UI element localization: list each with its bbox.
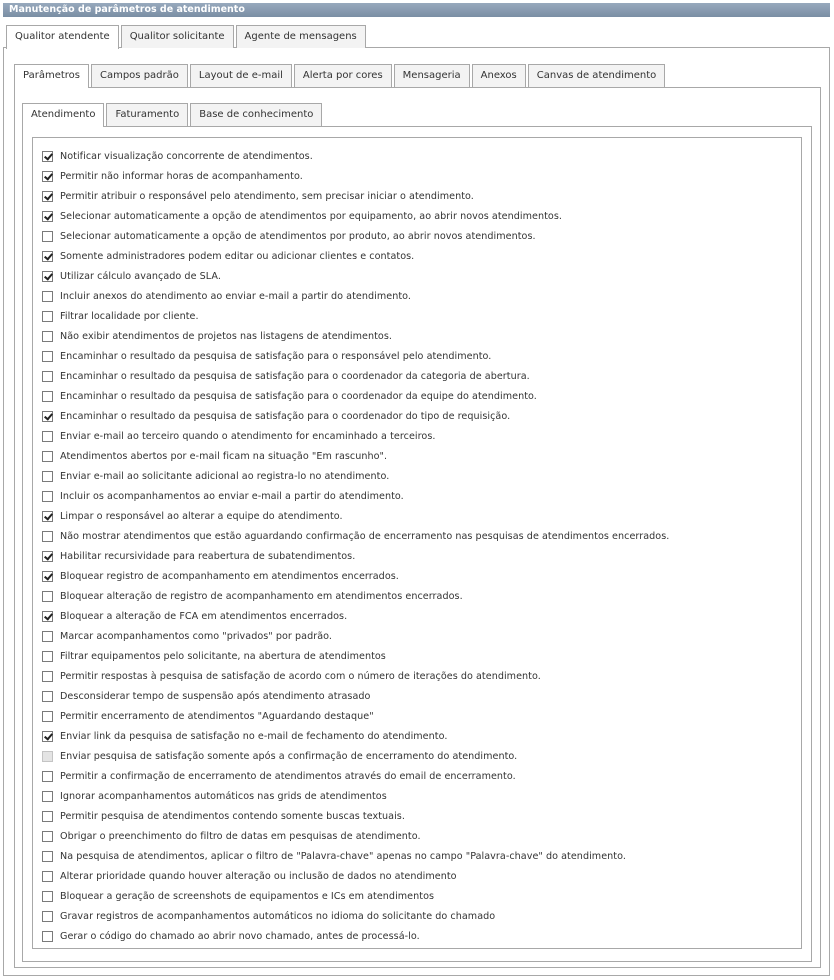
option-checkbox[interactable] xyxy=(42,871,53,882)
option-label: Selecionar automaticamente a opção de atendimentos por produto, ao abrir novos atendimentos. xyxy=(60,230,536,242)
option-label: Não exibir atendimentos de projetos nas listagens de atendimentos. xyxy=(60,330,392,342)
option-label: Permitir respostas à pesquisa de satisfação de acordo com o número de iterações do atendimento. xyxy=(60,670,541,682)
option-label: Permitir a confirmação de encerramento de atendimentos através do email de encerramento. xyxy=(60,770,516,782)
option-checkbox[interactable] xyxy=(42,551,53,562)
option-row[interactable] xyxy=(42,346,792,366)
option-checkbox[interactable] xyxy=(42,711,53,722)
option-checkbox[interactable] xyxy=(42,171,53,182)
option-row[interactable] xyxy=(42,546,792,566)
option-row[interactable] xyxy=(42,626,792,646)
option-checkbox[interactable] xyxy=(42,851,53,862)
option-row[interactable] xyxy=(42,586,792,606)
option-row[interactable] xyxy=(42,206,792,226)
option-row[interactable] xyxy=(42,166,792,186)
option-row[interactable] xyxy=(42,326,792,346)
tab-qualitor-solicitante[interactable]: Qualitor solicitante xyxy=(121,25,234,48)
option-label: Permitir pesquisa de atendimentos contendo somente buscas textuais. xyxy=(60,810,405,822)
option-checkbox[interactable] xyxy=(42,251,53,262)
option-label: Habilitar recursividade para reabertura de subatendimentos. xyxy=(60,550,356,562)
section-tabs xyxy=(14,64,667,88)
option-label: Permitir não informar horas de acompanhamento. xyxy=(60,170,303,182)
option-label: Enviar e-mail ao terceiro quando o atendimento for encaminhado a terceiros. xyxy=(60,430,436,442)
option-row[interactable] xyxy=(42,666,792,686)
option-row[interactable] xyxy=(42,806,792,826)
option-label: Encaminhar o resultado da pesquisa de satisfação para o coordenador do tipo de requisição. xyxy=(60,410,511,422)
option-checkbox[interactable] xyxy=(42,931,53,942)
option-label: Filtrar equipamentos pelo solicitante, na abertura de atendimentos xyxy=(60,650,386,662)
option-row[interactable] xyxy=(42,786,792,806)
option-checkbox xyxy=(42,751,53,762)
option-label: Não mostrar atendimentos que estão aguardando confirmação de encerramento nas pesquisas de atendimentos encerrados. xyxy=(60,530,670,542)
tab-campos-padrao[interactable]: Campos padrão xyxy=(91,64,188,87)
sub-tabs xyxy=(22,103,324,127)
option-label: Gravar registros de acompanhamentos automáticos no idioma do solicitante do chamado xyxy=(60,910,496,922)
option-label: Atendimentos abertos por e-mail ficam na situação "Em rascunho". xyxy=(60,450,388,462)
tab-parametros[interactable]: Parâmetros xyxy=(14,64,89,88)
option-label: Enviar pesquisa de satisfação somente após a confirmação de encerramento do atendimento. xyxy=(60,750,518,762)
option-checkbox[interactable] xyxy=(42,911,53,922)
option-checkbox[interactable] xyxy=(42,571,53,582)
option-checkbox[interactable] xyxy=(42,631,53,642)
option-row[interactable] xyxy=(42,706,792,726)
option-checkbox[interactable] xyxy=(42,271,53,282)
option-row[interactable] xyxy=(42,526,792,546)
option-row[interactable] xyxy=(42,746,792,766)
option-row[interactable] xyxy=(42,406,792,426)
option-label: Limpar o responsável ao alterar a equipe do atendimento. xyxy=(60,510,343,522)
option-label: Permitir encerramento de atendimentos "Aguardando destaque" xyxy=(60,710,374,722)
option-checkbox[interactable] xyxy=(42,831,53,842)
option-checkbox[interactable] xyxy=(42,611,53,622)
option-checkbox[interactable] xyxy=(42,311,53,322)
option-checkbox[interactable] xyxy=(42,151,53,162)
option-checkbox[interactable] xyxy=(42,431,53,442)
option-checkbox[interactable] xyxy=(42,531,53,542)
option-label: Ignorar acompanhamentos automáticos nas grids de atendimentos xyxy=(60,790,387,802)
option-label: Obrigar o preenchimento do filtro de datas em pesquisas de atendimento. xyxy=(60,830,421,842)
option-label: Enviar link da pesquisa de satisfação no e-mail de fechamento do atendimento. xyxy=(60,730,448,742)
option-checkbox[interactable] xyxy=(42,891,53,902)
option-row[interactable] xyxy=(42,686,792,706)
option-label: Somente administradores podem editar ou adicionar clientes e contatos. xyxy=(60,250,415,262)
option-row[interactable] xyxy=(42,566,792,586)
option-row[interactable] xyxy=(42,766,792,786)
option-label: Encaminhar o resultado da pesquisa de satisfação para o coordenador da categoria de abertura. xyxy=(60,370,530,382)
option-row[interactable] xyxy=(42,386,792,406)
option-checkbox[interactable] xyxy=(42,511,53,522)
option-row[interactable] xyxy=(42,306,792,326)
option-row[interactable] xyxy=(42,486,792,506)
option-row[interactable] xyxy=(42,426,792,446)
option-row[interactable] xyxy=(42,246,792,266)
option-row[interactable] xyxy=(42,846,792,866)
tab-atendimento[interactable]: Atendimento xyxy=(22,103,104,127)
option-row[interactable] xyxy=(42,366,792,386)
tab-agente-de-mensagens[interactable]: Agente de mensagens xyxy=(236,25,366,48)
window-title: Manutenção de parâmetros de atendimento xyxy=(3,3,830,17)
option-label: Incluir anexos do atendimento ao enviar e-mail a partir do atendimento. xyxy=(60,290,411,302)
tab-base-de-conhecimento[interactable]: Base de conhecimento xyxy=(190,103,322,126)
option-label: Desconsiderar tempo de suspensão após atendimento atrasado xyxy=(60,690,371,702)
option-label: Filtrar localidade por cliente. xyxy=(60,310,199,322)
tab-qualitor-atendente[interactable]: Qualitor atendente xyxy=(6,25,119,49)
option-checkbox[interactable] xyxy=(42,591,53,602)
option-row[interactable] xyxy=(42,726,792,746)
option-row[interactable] xyxy=(42,506,792,526)
option-checkbox[interactable] xyxy=(42,491,53,502)
option-checkbox[interactable] xyxy=(42,451,53,462)
option-label: Permitir atribuir o responsável pelo atendimento, sem precisar iniciar o atendimento. xyxy=(60,190,474,202)
tab-mensageria[interactable]: Mensageria xyxy=(394,64,470,87)
option-row[interactable] xyxy=(42,446,792,466)
option-label: Bloquear a geração de screenshots de equipamentos e ICs em atendimentos xyxy=(60,890,435,902)
main-tabs xyxy=(6,25,368,49)
option-row[interactable] xyxy=(42,906,792,926)
option-row[interactable] xyxy=(42,466,792,486)
option-label: Gerar o código do chamado ao abrir novo chamado, antes de processá-lo. xyxy=(60,930,420,942)
option-checkbox[interactable] xyxy=(42,231,53,242)
option-label: Selecionar automaticamente a opção de atendimentos por equipamento, ao abrir novos atendimentos. xyxy=(60,210,562,222)
tab-canvas-de-atendimento[interactable]: Canvas de atendimento xyxy=(528,64,666,87)
option-row[interactable] xyxy=(42,606,792,626)
option-checkbox[interactable] xyxy=(42,671,53,682)
option-checkbox[interactable] xyxy=(42,411,53,422)
option-label: Enviar e-mail ao solicitante adicional ao registra-lo no atendimento. xyxy=(60,470,390,482)
option-checkbox[interactable] xyxy=(42,791,53,802)
option-checkbox[interactable] xyxy=(42,191,53,202)
option-checkbox[interactable] xyxy=(42,691,53,702)
option-label: Bloquear a alteração de FCA em atendimentos encerrados. xyxy=(60,610,348,622)
tab-anexos[interactable]: Anexos xyxy=(472,64,526,87)
option-label: Na pesquisa de atendimentos, aplicar o filtro de "Palavra-chave" apenas no campo "Palavra-chave" do atendimento. xyxy=(60,850,626,862)
option-checkbox[interactable] xyxy=(42,391,53,402)
option-label: Alterar prioridade quando houver alteração ou inclusão de dados no atendimento xyxy=(60,870,457,882)
option-checkbox[interactable] xyxy=(42,351,53,362)
option-row[interactable] xyxy=(42,226,792,246)
option-row[interactable] xyxy=(42,866,792,886)
option-row[interactable] xyxy=(42,286,792,306)
option-row[interactable] xyxy=(42,646,792,666)
tab-layout-de-e-mail[interactable]: Layout de e-mail xyxy=(190,64,292,87)
option-row[interactable] xyxy=(42,886,792,906)
options-list xyxy=(42,146,792,946)
option-checkbox[interactable] xyxy=(42,371,53,382)
option-checkbox[interactable] xyxy=(42,211,53,222)
option-row[interactable] xyxy=(42,826,792,846)
option-checkbox[interactable] xyxy=(42,291,53,302)
option-checkbox[interactable] xyxy=(42,731,53,742)
option-checkbox[interactable] xyxy=(42,811,53,822)
option-label: Utilizar cálculo avançado de SLA. xyxy=(60,270,221,282)
option-label: Marcar acompanhamentos como "privados" por padrão. xyxy=(60,630,333,642)
option-checkbox[interactable] xyxy=(42,471,53,482)
option-row[interactable] xyxy=(42,186,792,206)
option-checkbox[interactable] xyxy=(42,651,53,662)
tab-alerta-por-cores[interactable]: Alerta por cores xyxy=(294,64,392,87)
option-row[interactable] xyxy=(42,266,792,286)
option-label: Encaminhar o resultado da pesquisa de satisfação para o coordenador da equipe do atendimento. xyxy=(60,390,537,402)
option-label: Encaminhar o resultado da pesquisa de satisfação para o responsável pelo atendimento. xyxy=(60,350,492,362)
option-label: Notificar visualização concorrente de atendimentos. xyxy=(60,150,313,162)
option-row[interactable] xyxy=(42,146,792,166)
option-row[interactable] xyxy=(42,926,792,946)
tab-faturamento[interactable]: Faturamento xyxy=(106,103,188,126)
option-checkbox[interactable] xyxy=(42,771,53,782)
option-label: Incluir os acompanhamentos ao enviar e-mail a partir do atendimento. xyxy=(60,490,404,502)
option-label: Bloquear alteração de registro de acompanhamento em atendimentos encerrados. xyxy=(60,590,463,602)
option-label: Bloquear registro de acompanhamento em atendimentos encerrados. xyxy=(60,570,399,582)
option-checkbox[interactable] xyxy=(42,331,53,342)
